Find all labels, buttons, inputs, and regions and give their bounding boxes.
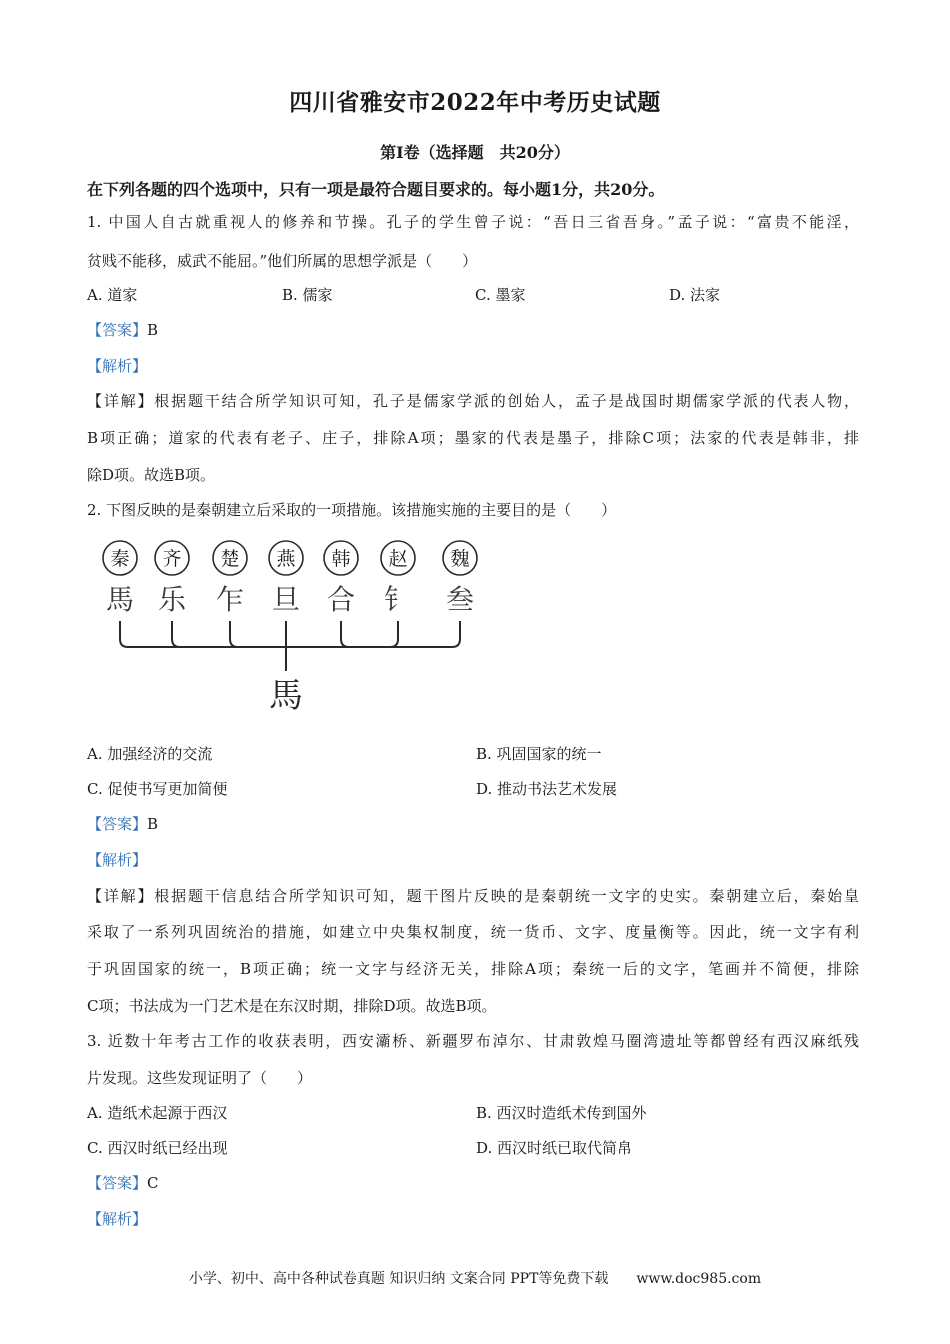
q1-option-b: B. 儒家 xyxy=(282,286,333,304)
q2-analysis xyxy=(87,849,147,870)
q3-analysis xyxy=(87,1208,147,1229)
q2-answer xyxy=(87,813,158,834)
unified-script-diagram xyxy=(92,533,482,723)
q1-detail-line-3: 除D项。故选B项。 xyxy=(87,466,216,484)
q3-option-c: C. 西汉时纸已经出现 xyxy=(87,1139,228,1157)
page-title: 四川省雅安市2022年中考历史试题 xyxy=(289,89,661,116)
q1-option-d: D. 法家 xyxy=(669,286,721,304)
q2-detail-line-2: 采取了一系列巩固统治的措施，如建立中央集权制度，统一货币、文字、度量衡等。因此，统一文字有利 xyxy=(87,923,859,941)
q2-answer-value: B xyxy=(147,815,159,833)
state-name-1: 秦 xyxy=(110,548,130,570)
q2-detail-line-1 xyxy=(87,885,859,906)
q2-option-d: D. 推动书法艺术发展 xyxy=(476,780,618,798)
state-name-6: 赵 xyxy=(388,548,408,570)
q1-detail-line-1 xyxy=(87,390,859,411)
q1-option-c: C. 墨家 xyxy=(475,286,526,304)
q1-stem-line-1: 1. 中国人自古就重视人的修养和节操。孔子的学生曾子说：“吾日三省吾身。”孟子说：“富贵不能淫， xyxy=(87,213,859,231)
q2-option-a: A. 加强经济的交流 xyxy=(87,745,213,763)
ancient-glyph-1: 馬 xyxy=(105,583,135,616)
q2-detail-text-1: 根据题干信息结合所学知识可知，题干图片反映的是秦朝统一文字的史实。秦朝建立后，秦始皇 xyxy=(154,887,859,905)
state-name-4: 燕 xyxy=(276,548,296,570)
ancient-glyph-5: 合 xyxy=(326,583,356,616)
answer-label: 【答案】 xyxy=(87,321,148,339)
answer-label: 【答案】 xyxy=(87,1174,148,1192)
q1-detail-line-2: B项正确；道家的代表有老子、庄子，排除A项；墨家的代表是墨子，排除C项；法家的代表是韩非，排 xyxy=(87,429,859,447)
q2-detail-line-3: 于巩固国家的统一，B项正确；统一文字与经济无关，排除A项；秦统一后的文字，笔画并不简便，排除 xyxy=(87,960,859,978)
q1-answer-value: B xyxy=(147,321,159,339)
q2-option-b: B. 巩固国家的统一 xyxy=(476,745,602,763)
q3-option-d: D. 西汉时纸已取代简帛 xyxy=(476,1139,633,1157)
state-name-7: 魏 xyxy=(450,548,470,570)
analysis-label: 【解析】 xyxy=(87,357,148,375)
answer-label: 【答案】 xyxy=(87,815,148,833)
analysis-label: 【解析】 xyxy=(87,1210,148,1228)
unified-glyph: 馬 xyxy=(269,676,303,716)
instruction: 在下列各题的四个选项中，只有一项是最符合题目要求的。每小题1分，共20分。 xyxy=(87,180,665,199)
ancient-glyph-6: 钅 xyxy=(383,583,413,616)
analysis-label: 【解析】 xyxy=(87,851,148,869)
q3-option-b: B. 西汉时造纸术传到国外 xyxy=(476,1104,647,1122)
state-name-5: 韩 xyxy=(331,548,351,570)
detail-label: 【详解】 xyxy=(87,887,155,905)
ancient-glyph-2: 乐 xyxy=(157,583,187,616)
q1-answer xyxy=(87,319,158,340)
state-name-3: 楚 xyxy=(220,548,240,570)
page-footer: 小学、初中、高中各种试卷真题 知识归纳 文案合同 PPT等免费下载 www.doc985.com xyxy=(188,1271,762,1287)
section-title: 第Ⅰ卷（选择题 共20分） xyxy=(380,143,570,162)
q1-option-a: A. 道家 xyxy=(87,286,138,304)
bracket-lines xyxy=(120,621,460,671)
q2-detail-line-4: C项；书法成为一门艺术是在东汉时期，排除D项。故选B项。 xyxy=(87,997,497,1015)
q1-stem-line-2: 贫贱不能移，威武不能屈。”他们所属的思想学派是（ ） xyxy=(87,252,478,270)
q2-option-c: C. 促使书写更加简便 xyxy=(87,780,228,798)
q2-stem: 2. 下图反映的是秦朝建立后采取的一项措施。该措施实施的主要目的是（ ） xyxy=(87,501,617,519)
q3-stem-line-2: 片发现。这些发现证明了（ ） xyxy=(87,1069,313,1087)
q1-analysis xyxy=(87,355,147,376)
ancient-glyph-7: 叁 xyxy=(445,583,475,616)
q3-option-a: A. 造纸术起源于西汉 xyxy=(87,1104,228,1122)
q1-detail-text-1: 根据题干结合所学知识可知，孔子是儒家学派的创始人，孟子是战国时期儒家学派的代表人物， xyxy=(154,392,859,410)
q3-answer-value: C xyxy=(147,1174,159,1192)
detail-label: 【详解】 xyxy=(87,392,155,410)
state-name-2: 齐 xyxy=(162,548,182,570)
q3-stem-line-1: 3. 近数十年考古工作的收获表明，西安灞桥、新疆罗布淖尔、甘肃敦煌马圈湾遗址等都曾经有西汉麻纸残 xyxy=(87,1032,859,1050)
q3-answer xyxy=(87,1172,159,1193)
ancient-glyph-4: 旦 xyxy=(271,583,301,616)
ancient-glyph-3: 乍 xyxy=(215,583,245,616)
